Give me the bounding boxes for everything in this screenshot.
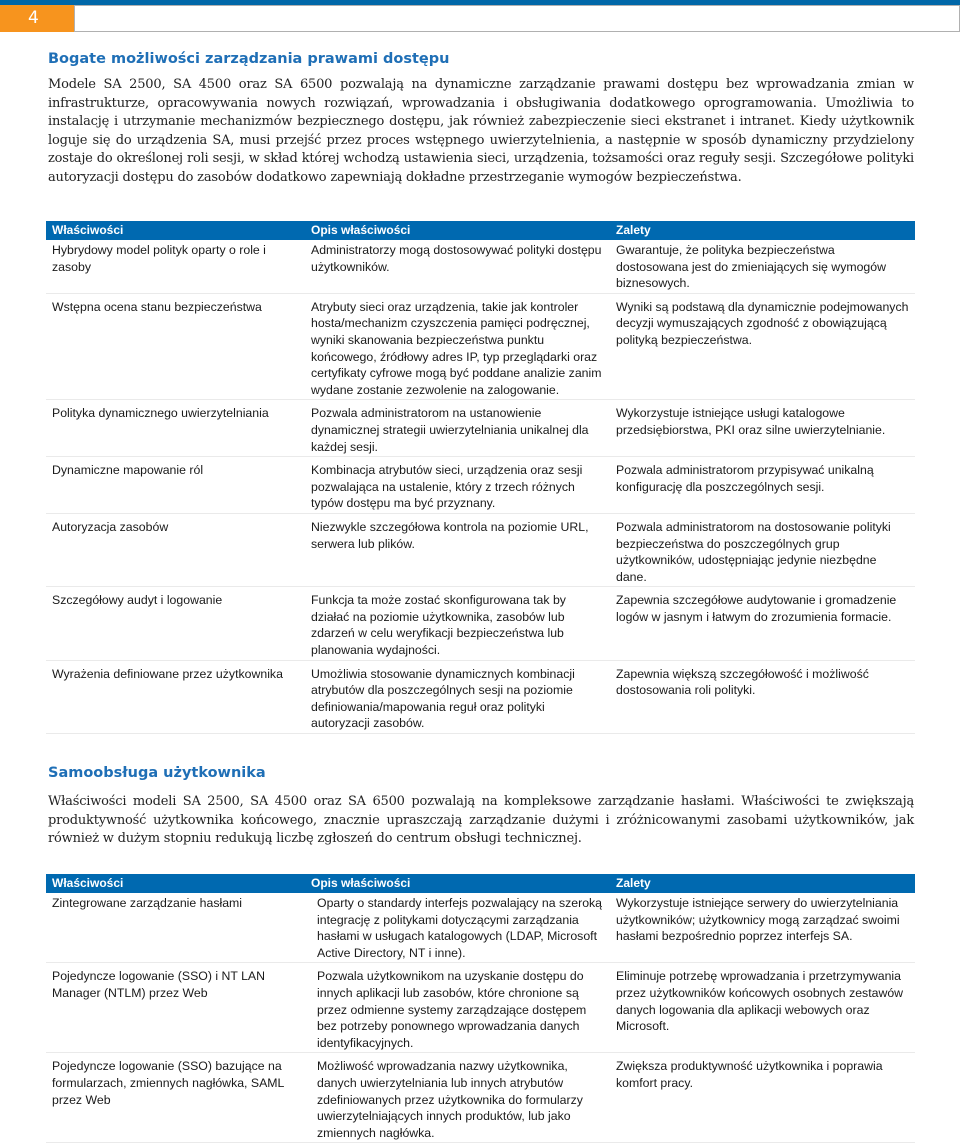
row-property-name: Pojedyncze logowanie (SSO) bazujące na formularzach, zmiennych nagłówka, SAML przez Web [46, 1055, 305, 1145]
row-property-description: Oparty o standardy interfejs pozwalający na szeroką integrację z politykami dotyczącymi zarządzania hasłami w usługach katalogowych (LDAP, Microsoft Active Directory, NT i inne). [305, 893, 610, 965]
header-box [74, 5, 960, 32]
column-header-properties: Właściwości [46, 874, 305, 893]
row-property-description: Kombinacja atrybutów sieci, urządzenia oraz sesji pozwalająca na ustalenie, który z trzech różnych typów dostępu ma być przyznany. [305, 459, 610, 516]
row-property-name: Dynamiczne mapowanie ról [46, 459, 305, 516]
page-number: 4 [0, 5, 74, 32]
row-property-description: Pozwala użytkownikom na uzyskanie dostępu do innych aplikacji lub zasobów, które chronione są przez odmienne systemy zarządzające dostępem bez potrzeby ponownego wprowadzania danych identyfikacyjnych. [305, 965, 610, 1055]
row-property-description: Funkcja ta może zostać skonfigurowana tak by działać na poziomie użytkownika, zasobów lub zdarzeń w celu weryfikacji bezpieczeństwa lub planowania wydajności. [305, 589, 610, 662]
row-property-name: Autoryzacja zasobów [46, 515, 305, 588]
section-title-access-rights: Bogate możliwości zarządzania prawami dostępu [48, 51, 450, 67]
row-property-description: Umożliwia stosowanie dynamicznych kombinacji atrybutów dla poszczególnych sesji na poziomie definiowania/mapowania reguł oraz polityki autoryzacji zasobów. [305, 662, 610, 735]
column-header-description: Opis właściwości [305, 221, 610, 240]
row-property-description: Administratorzy mogą dostosowywać polityki dostępu użytkowników. [305, 240, 610, 295]
row-property-benefit: Wykorzystuje istniejące usługi katalogowe przedsiębiorstwa, PKI oraz silne uwierzytelnianie. [610, 402, 915, 459]
top-bar [0, 0, 960, 36]
row-property-description: Niezwykle szczegółowa kontrola na poziomie URL, serwera lub plików. [305, 515, 610, 588]
column-header-properties: Właściwości [46, 221, 305, 240]
row-property-benefit: Zapewnia szczegółowe audytowanie i gromadzenie logów w jasnym i łatwym do zrozumienia formacie. [610, 589, 915, 662]
table-header-row [46, 874, 915, 893]
table-row [46, 295, 915, 402]
row-property-name: Wstępna ocena stanu bezpieczeństwa [46, 295, 305, 402]
table-row [46, 1055, 915, 1145]
row-property-name: Polityka dynamicznego uwierzytelniania [46, 402, 305, 459]
table-row [46, 662, 915, 735]
section-paragraph-self-service: Właściwości modeli SA 2500, SA 4500 oraz SA 6500 pozwalają na kompleksowe zarządzanie hasłami. Właściwości te zwiększają produktywność użytkownika końcowego, znacznie upraszczają zarządzanie dużymi i zróżnicowanymi zasobami użytkowników, jak również w dużym stopniu redukują liczbę zgłoszeń do centrum obsługi technicznej. [48, 794, 914, 847]
table-row [46, 893, 915, 965]
row-property-benefit: Wyniki są podstawą dla dynamicznie podejmowanych decyzji wymuszających zgodność z obowiązującą polityką bezpieczeństwa. [610, 295, 915, 402]
features-table-access-rights [46, 221, 915, 737]
row-property-name: Szczegółowy audyt i logowanie [46, 589, 305, 662]
row-property-benefit: Gwarantuje, że polityka bezpieczeństwa dostosowana jest do zmieniających się wymogów biznesowych. [610, 240, 915, 295]
row-property-benefit: Pozwala administratorom przypisywać unikalną konfigurację dla poszczególnych sesji. [610, 459, 915, 516]
section-title-self-service: Samoobsługa użytkownika [48, 765, 266, 781]
row-property-description: Atrybuty sieci oraz urządzenia, takie jak kontroler hosta/mechanizm czyszczenia pamięci podręcznej, wyniki skanowania bezpieczeństwa punktu końcowego, źródłowy adres IP, typ przeglądarki oraz certyfikaty cyfrowe mogą być poddane analizie zanim wydane zostanie zezwolenie na zalogowanie. [305, 295, 610, 402]
table-row [46, 965, 915, 1055]
row-property-benefit: Pozwala administratorom na dostosowanie polityki bezpieczeństwa do poszczególnych grup użytkowników, udostępniając jedynie niezbędne dane. [610, 515, 915, 588]
column-header-description: Opis właściwości [305, 874, 610, 893]
row-property-description: Możliwość wprowadzania nazwy użytkownika, danych uwierzytelniania lub innych atrybutów zdefiniowanych przez użytkownika do formularzy uwierzytelniających innych produktów, lub jako zmiennych nagłówka. [305, 1055, 610, 1145]
section-paragraph-access-rights: Modele SA 2500, SA 4500 oraz SA 6500 pozwalają na dynamiczne zarządzanie prawami dostępu bez wprowadzania zmian w infrastrukturze, opracowywania nowych rozwiązań, wprowadzania i obsługiwania dodatkowego oprogramowania. Umożliwia to instalację i utrzymanie mechanizmów bezpiecznego dostępu, jak również zabezpieczenie sieci ekstranet i intranet. Kiedy użytkownik loguje się do urządzenia SA, musi przejść przez proces wstępnego uwierzytelnienia, a następnie w sposób dynamiczny przydzielony zostaje do określonej roli sesji, w skład której wchodzą ustawienia sieci, urządzenia, tożsamości oraz reguły sesji. Szczegółowe polityki autoryzacji dostępu do zasobów dodatkowo zapewniają dokładne przestrzeganie wymogów bezpieczeństwa. [48, 77, 914, 185]
table-header-row [46, 221, 915, 240]
table-row [46, 515, 915, 588]
table-row [46, 240, 915, 295]
row-property-name: Wyrażenia definiowane przez użytkownika [46, 662, 305, 735]
row-property-name: Hybrydowy model polityk oparty o role i zasoby [46, 240, 305, 295]
column-header-benefits: Zalety [610, 874, 915, 893]
table-row [46, 589, 915, 662]
features-table-self-service [46, 874, 915, 1146]
row-property-benefit: Eliminuje potrzebę wprowadzania i przetrzymywania przez użytkowników końcowych osobnych zestawów danych logowania dla aplikacji webowych oraz Microsoft. [610, 965, 915, 1055]
row-property-benefit: Zapewnia większą szczegółowość i możliwość dostosowania roli polityki. [610, 662, 915, 735]
row-property-description: Pozwala administratorom na ustanowienie dynamicznej strategii uwierzytelniania unikalnej dla każdej sesji. [305, 402, 610, 459]
row-property-benefit: Zwiększa produktywność użytkownika i poprawia komfort pracy. [610, 1055, 915, 1145]
column-header-benefits: Zalety [610, 221, 915, 240]
table-row [46, 402, 915, 459]
row-property-name: Zintegrowane zarządzanie hasłami [46, 893, 305, 965]
row-property-name: Pojedyncze logowanie (SSO) i NT LAN Manager (NTLM) przez Web [46, 965, 305, 1055]
row-property-benefit: Wykorzystuje istniejące serwery do uwierzytelniania użytkowników; użytkownicy mogą zarządzać swoimi hasłami bezpośrednio poprzez interfejs SA. [610, 893, 915, 965]
table-row [46, 459, 915, 516]
